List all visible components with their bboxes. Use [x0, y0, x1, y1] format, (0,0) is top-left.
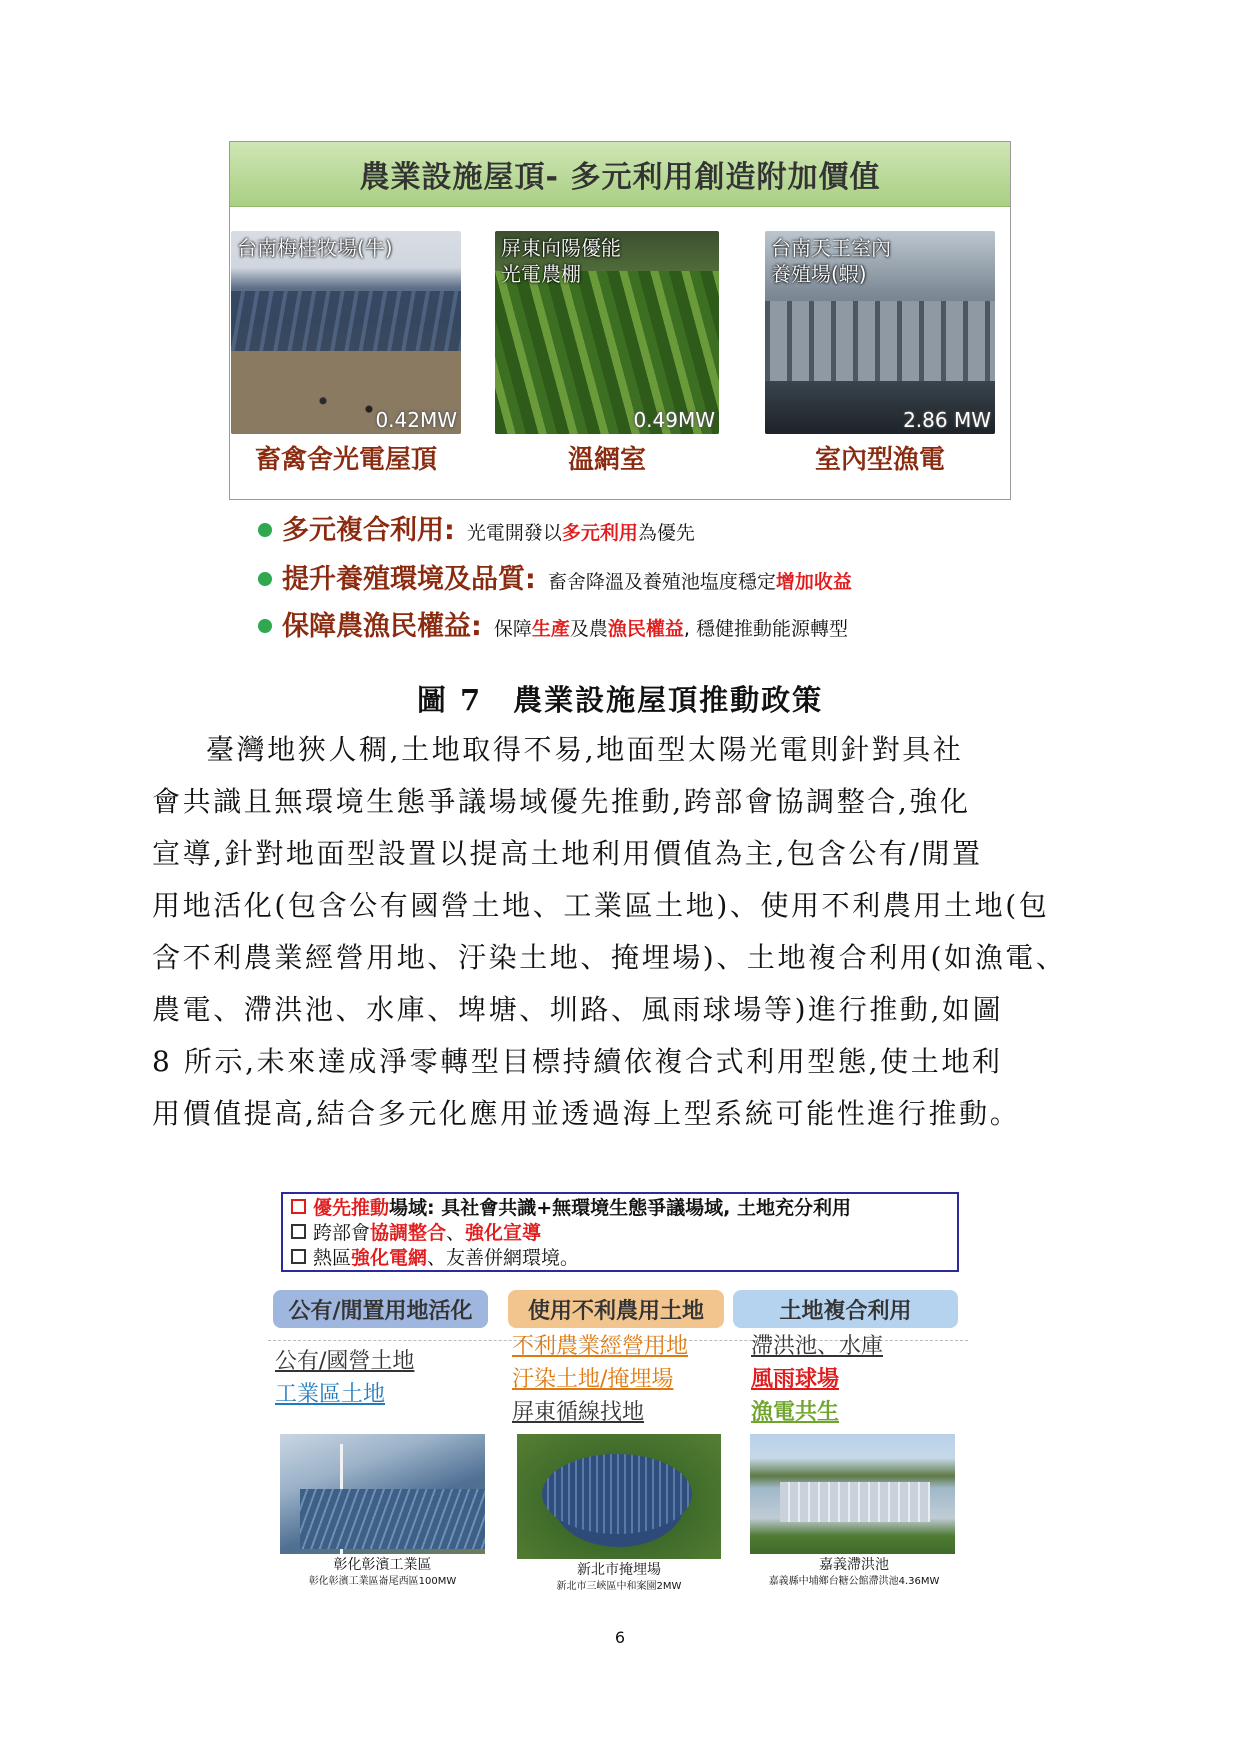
photo-caption	[280, 1558, 485, 1589]
column-list	[512, 1330, 688, 1429]
figure-8-policy-box	[281, 1192, 959, 1272]
paragraph-line: 宣導,針對地面型設置以提高土地利用價值為主,包含公有/閒置	[152, 837, 983, 870]
figure-7-banner-title: 農業設施屋頂- 多元利用創造附加價值	[230, 142, 1010, 207]
paragraph-line: 臺灣地狹人稠,土地取得不易,地面型太陽光電則針對具社	[206, 733, 964, 766]
paragraph-line: 用地活化(包含公有國營土地、工業區土地)、使用不利農用土地(包	[152, 889, 1050, 922]
bullet-highlight: 漁民權益	[607, 618, 684, 640]
bullet-text: 及農	[569, 618, 608, 640]
green-dot-icon	[258, 572, 272, 586]
list-item: 屏東循線找地	[512, 1400, 645, 1425]
photo-capacity-label: 0.49MW	[633, 408, 715, 432]
bullet-heading: 保障農漁民權益:	[282, 611, 482, 642]
photo-caption	[517, 1563, 721, 1594]
photo-changhua-industrial-park	[280, 1434, 485, 1554]
photo-caption: 室內型漁電	[814, 445, 945, 475]
checkbox-square-icon	[291, 1224, 306, 1239]
paragraph-line: 會共識且無環境生態爭議場域優先推動,跨部會協調整合,強化	[152, 785, 971, 818]
photo-caption: 溫網室	[567, 445, 646, 475]
photo-caption	[748, 1558, 960, 1589]
green-dot-icon	[258, 619, 272, 633]
list-item: 不利農業經營用地	[512, 1334, 689, 1359]
policy-text: 場域: 具社會共識+無環境生態爭議場域, 土地充分利用	[389, 1197, 851, 1219]
photo-capacity-label: 2.86 MW	[903, 408, 991, 432]
photo-caption: 畜禽舍光電屋頂	[254, 445, 437, 475]
column-list	[275, 1345, 414, 1411]
photo-new-taipei-landfill	[517, 1434, 721, 1559]
bullet-text: 畜舍降溫及養殖池塩度穩定	[547, 571, 776, 593]
green-dot-icon	[258, 523, 272, 537]
bullet-heading: 提升養殖環境及品質:	[282, 564, 536, 595]
figure-7-caption: 圖 7 農業設施屋頂推動政策	[416, 683, 824, 717]
paragraph-line: 用價值提高,結合多元化應用並透過海上型系統可能性進行推動。	[152, 1097, 1021, 1130]
policy-text: 熱區	[313, 1247, 352, 1269]
photo-caption-title: 彰化彰濱工業區	[333, 1557, 432, 1573]
bullet-text: 保障	[493, 618, 532, 640]
photo-location-label: 台南梅桂牧場(牛)	[237, 236, 393, 260]
photo-location-label: 台南天王室內 養殖場(蝦)	[771, 236, 891, 286]
column-header-compound-land-use: 土地複合利用	[733, 1290, 958, 1328]
photo-indoor-aquaculture	[765, 231, 995, 434]
policy-text: 、友善併網環境。	[427, 1247, 580, 1269]
list-item: 風雨球場	[751, 1367, 840, 1392]
paragraph-line: 農電、滯洪池、水庫、埤塘、圳路、風雨球場等)進行推動,如圖	[152, 993, 1004, 1026]
column-header-unfavorable-farmland: 使用不利農用土地	[508, 1290, 724, 1328]
policy-line	[291, 1221, 949, 1246]
photo-location-label: 屏東向陽優能 光電農棚	[501, 236, 621, 286]
list-item: 工業區土地	[275, 1382, 386, 1407]
figure-7	[229, 141, 1011, 500]
bullet-item	[258, 557, 852, 596]
policy-highlight: 協調整合	[370, 1222, 447, 1244]
policy-line	[291, 1196, 949, 1221]
bullet-highlight: 增加收益	[775, 571, 852, 593]
photo-livestock-barn-roof	[231, 231, 461, 434]
photo-capacity-label: 0.42MW	[375, 408, 457, 432]
list-item: 滯洪池、水庫	[751, 1334, 884, 1359]
bullet-text: 為優先	[637, 522, 695, 544]
paragraph-line: 含不利農業經營用地、汙染土地、掩埋場)、土地複合利用(如漁電、	[152, 941, 1067, 974]
photo-greenhouse	[495, 231, 719, 434]
policy-highlight: 強化電網	[351, 1247, 428, 1269]
checkbox-square-icon	[291, 1249, 306, 1264]
policy-line	[291, 1246, 949, 1271]
bullet-highlight: 多元利用	[561, 522, 638, 544]
policy-highlight: 優先推動	[313, 1197, 390, 1219]
column-list	[751, 1330, 883, 1429]
list-item: 汙染土地/掩埋場	[512, 1367, 674, 1392]
bullet-heading: 多元複合利用:	[282, 515, 455, 546]
photo-caption-subtitle: 嘉義縣中埔鄉台糖公館滯洪池4.36MW	[768, 1576, 940, 1587]
bullet-item	[258, 604, 848, 643]
photo-caption-subtitle: 彰化彰濱工業區崙尾西區100MW	[308, 1576, 457, 1587]
bullet-highlight: 生產	[531, 618, 570, 640]
photo-caption-subtitle: 新北市三峽區中和案園2MW	[556, 1581, 682, 1592]
photo-caption-title: 新北市掩埋場	[577, 1562, 661, 1578]
policy-text: 、	[446, 1222, 466, 1244]
bullet-text: 光電開發以	[466, 522, 562, 544]
policy-text: 跨部會	[313, 1222, 371, 1244]
policy-highlight: 強化宣導	[465, 1222, 542, 1244]
photo-chiayi-detention-pond	[750, 1434, 955, 1554]
paragraph-line: 8 所示,未來達成淨零轉型目標持續依複合式利用型態,使土地利	[152, 1045, 1003, 1078]
bullet-item	[258, 508, 695, 547]
checkbox-square-icon	[291, 1199, 306, 1214]
bullet-text: , 穩健推動能源轉型	[683, 618, 848, 640]
list-item: 漁電共生	[751, 1400, 840, 1425]
list-item: 公有/國營土地	[275, 1349, 415, 1374]
column-header-public-idle-land: 公有/閒置用地活化	[273, 1290, 488, 1328]
photo-caption-title: 嘉義滯洪池	[819, 1557, 889, 1573]
page-number: 6	[614, 1628, 626, 1647]
